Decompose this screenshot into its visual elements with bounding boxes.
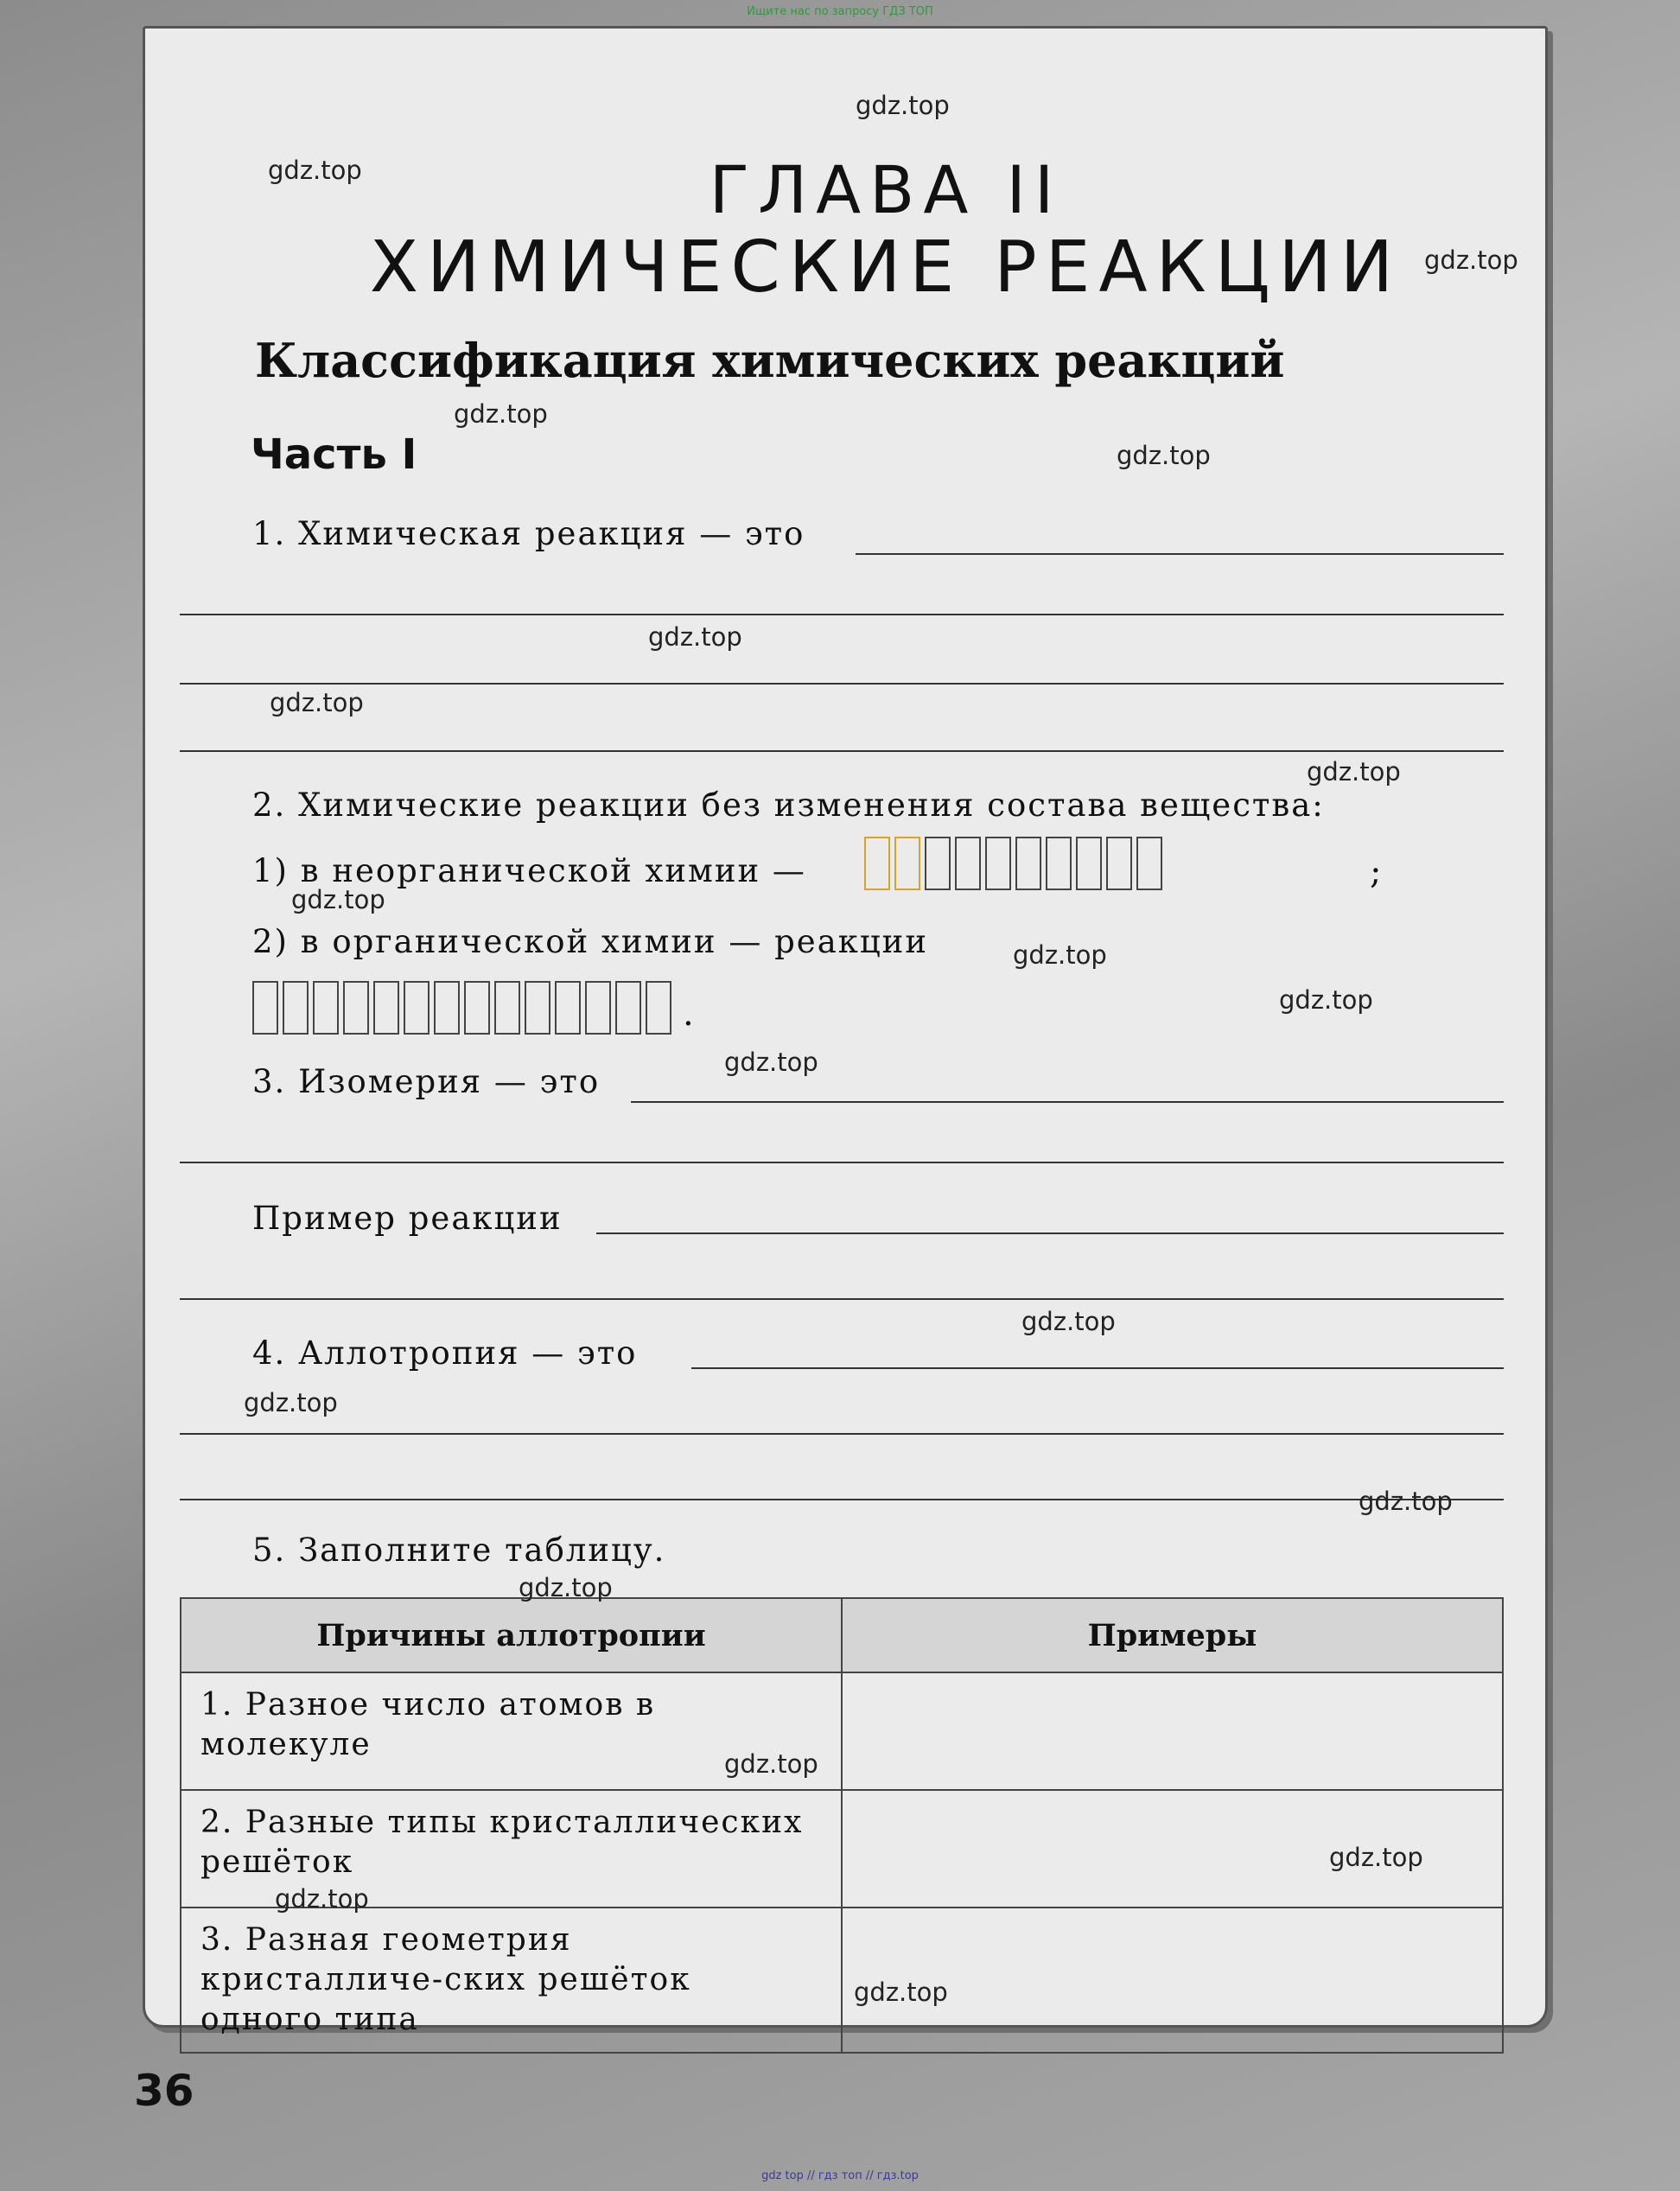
question-2: 2. Химические реакции без изменения состава вещества: xyxy=(252,787,1325,824)
letter-boxes-inorganic[interactable] xyxy=(864,837,1167,890)
letter-boxes-organic[interactable] xyxy=(252,981,676,1035)
watermark: gdz.top xyxy=(1424,245,1518,275)
answer-line[interactable] xyxy=(180,1499,1504,1500)
period: . xyxy=(683,994,694,1034)
answer-line[interactable] xyxy=(180,683,1504,685)
chapter-number: ГЛАВА II xyxy=(709,151,1063,228)
header-note: Ищите нас по запросу ГДЗ ТОП xyxy=(747,5,933,18)
semicolon: ; xyxy=(1370,852,1382,892)
watermark: gdz.top xyxy=(856,91,950,120)
watermark: gdz.top xyxy=(1307,757,1401,787)
cause-cell: 1. Разное число атомов в молекуле xyxy=(181,1672,842,1790)
section-title: Классификация химических реакций xyxy=(255,333,1285,388)
answer-line[interactable] xyxy=(180,750,1504,752)
watermark: gdz.top xyxy=(1013,940,1107,970)
watermark: gdz.top xyxy=(275,1884,369,1914)
table-row xyxy=(181,1908,1503,2053)
part-title: Часть I xyxy=(251,430,417,479)
answer-line[interactable] xyxy=(180,1298,1504,1300)
watermark: gdz.top xyxy=(268,156,362,185)
watermark: gdz.top xyxy=(724,1048,818,1077)
question-3-example: Пример реакции xyxy=(252,1200,563,1237)
answer-line[interactable] xyxy=(180,1433,1504,1435)
watermark: gdz.top xyxy=(724,1749,818,1779)
question-2-2: 2) в органической химии — реакции xyxy=(252,923,928,960)
watermark: gdz.top xyxy=(519,1573,613,1602)
footer-note: gdz top // гдз топ // гдз.top xyxy=(761,2169,919,2182)
answer-line[interactable] xyxy=(631,1101,1504,1103)
watermark: gdz.top xyxy=(454,399,548,429)
question-2-1: 1) в неорганической химии — xyxy=(252,852,806,889)
watermark: gdz.top xyxy=(648,622,742,652)
watermark: gdz.top xyxy=(1021,1307,1116,1336)
watermark: gdz.top xyxy=(244,1388,338,1417)
cause-cell: 3. Разная геометрия кристалличе-ских решёток одного типа xyxy=(181,1908,842,2053)
watermark: gdz.top xyxy=(1359,1487,1453,1516)
table-row xyxy=(181,1790,1503,1908)
watermark: gdz.top xyxy=(291,885,385,914)
answer-line[interactable] xyxy=(856,553,1504,555)
allotropy-table xyxy=(180,1597,1504,2054)
chapter-title: ХИМИЧЕСКИЕ РЕАКЦИИ xyxy=(369,226,1403,309)
answer-line[interactable] xyxy=(691,1367,1504,1369)
answer-line[interactable] xyxy=(180,614,1504,615)
watermark: gdz.top xyxy=(1117,441,1211,470)
question-3: 3. Изомерия — это xyxy=(252,1063,601,1100)
page-number: 36 xyxy=(134,2066,194,2116)
example-cell[interactable] xyxy=(842,1672,1503,1790)
answer-line[interactable] xyxy=(180,1162,1504,1163)
table-header-row xyxy=(181,1598,1503,1672)
watermark: gdz.top xyxy=(270,688,364,717)
watermark: gdz.top xyxy=(1329,1843,1423,1872)
column-header: Примеры xyxy=(842,1598,1503,1672)
question-4: 4. Аллотропия — это xyxy=(252,1334,638,1372)
question-1: 1. Химическая реакция — это xyxy=(252,515,805,552)
column-header: Причины аллотропии xyxy=(181,1598,842,1672)
answer-line[interactable] xyxy=(596,1232,1504,1234)
watermark: gdz.top xyxy=(1279,985,1373,1015)
table-row xyxy=(181,1672,1503,1790)
watermark: gdz.top xyxy=(854,1978,948,2007)
cause-cell: 2. Разные типы кристаллических решёток xyxy=(181,1790,842,1908)
question-5: 5. Заполните таблицу. xyxy=(252,1532,666,1569)
